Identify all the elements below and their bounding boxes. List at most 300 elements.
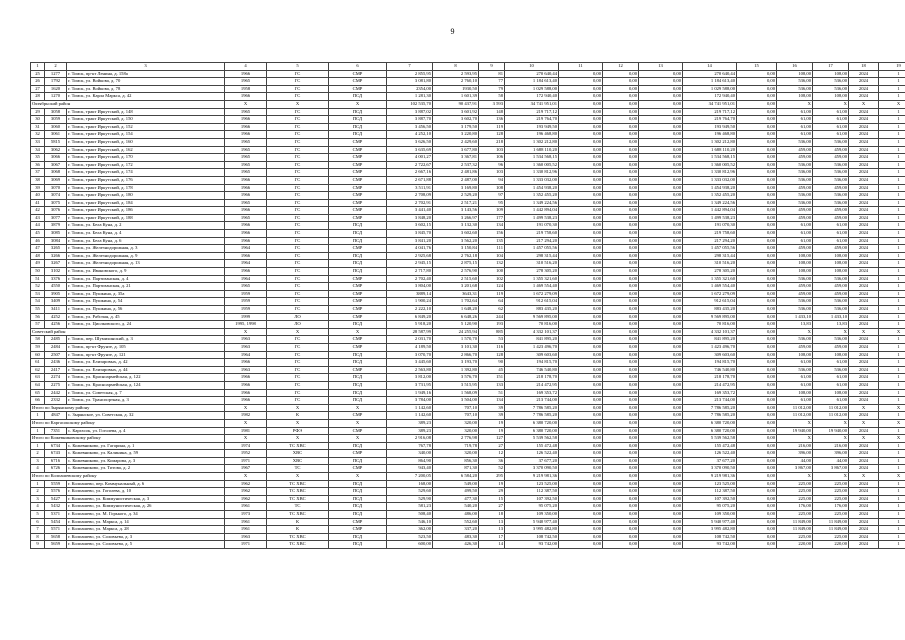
table-cell: 0,00: [737, 207, 777, 215]
table-cell: 0,00: [737, 161, 777, 169]
table-cell: 0,00: [737, 404, 777, 412]
table-cell: 0,00: [603, 169, 639, 177]
table-cell: 58: [479, 93, 505, 101]
table-cell: Х: [267, 328, 329, 336]
table-cell: 0,00: [639, 495, 683, 503]
table-cell: 841 895,20: [505, 336, 559, 344]
table-cell: 1: [879, 541, 905, 549]
table-cell: 2 702,91: [387, 199, 433, 207]
table-cell: 1: [879, 351, 905, 359]
table-cell: 132: [479, 260, 505, 268]
table-cell: ГС: [267, 146, 329, 154]
table-cell: 536,00: [777, 298, 813, 306]
table-cell: 0,00: [737, 283, 777, 291]
table-cell: СМР: [329, 526, 387, 534]
table-cell: 6: [31, 518, 45, 526]
table-cell: 13,83: [813, 321, 849, 329]
table-cell: 536,00: [813, 169, 849, 177]
table-cell: 536,00: [813, 275, 849, 283]
table-cell: 112 387,50: [505, 488, 559, 496]
table-cell: 0,00: [559, 419, 603, 427]
table-cell: 0,00: [559, 290, 603, 298]
table-cell: 0,00: [639, 298, 683, 306]
table-cell: 536,00: [777, 169, 813, 177]
table-cell: ГС: [267, 359, 329, 367]
table-cell: ГС: [267, 207, 329, 215]
table-cell: 0,00: [603, 503, 639, 511]
table-cell: 0,00: [603, 161, 639, 169]
table-cell: 1 433,10: [813, 313, 849, 321]
table-cell: 0,00: [603, 480, 639, 488]
table-cell: 45: [31, 230, 45, 238]
table-cell: 3084: [45, 237, 67, 245]
table-cell: 191 070,30: [683, 222, 737, 230]
table-cell: 47: [31, 245, 45, 253]
table-row: [31, 290, 905, 298]
table-cell: Х: [777, 328, 813, 336]
table-cell: 2024: [849, 397, 879, 405]
table-cell: 0,00: [737, 100, 777, 108]
table-cell: 61,00: [813, 123, 849, 131]
table-cell: 39: [479, 412, 505, 420]
table-cell: 0,00: [737, 78, 777, 86]
table-cell: 0,00: [559, 359, 603, 367]
table-cell: 0,00: [639, 116, 683, 124]
table-cell: Х: [267, 419, 329, 427]
table-cell: 0,00: [603, 275, 639, 283]
table-cell: 0,00: [639, 351, 683, 359]
table-cell: 62: [479, 306, 505, 314]
table-cell: 536,00: [813, 298, 849, 306]
table-cell: 0,00: [639, 176, 683, 184]
table-cell: 4550: [45, 283, 67, 291]
section-subtotal-row: [31, 435, 905, 443]
table-cell: 767,78: [387, 442, 433, 450]
table-cell: 155 472,48: [683, 442, 737, 450]
table-cell: 536,00: [813, 78, 849, 86]
table-cell: 2 875,15: [433, 260, 479, 268]
table-cell: 6 380 720,00: [683, 419, 737, 427]
table-cell: 2332: [45, 397, 67, 405]
table-cell: 0,00: [737, 518, 777, 526]
table-cell: 0,00: [559, 85, 603, 93]
table-cell: г. Томск, тракт Иркутский, д. 176: [67, 176, 225, 184]
table-cell: 108,00: [777, 351, 813, 359]
table-cell: 2024: [849, 359, 879, 367]
table-cell: 309 603,60: [505, 351, 559, 359]
table-cell: 15: [737, 63, 777, 71]
table-cell: 1: [879, 306, 905, 314]
table-cell: СМР: [329, 85, 387, 93]
table-cell: ГС: [267, 298, 329, 306]
table-cell: г. Колпашево, ул. Соловьева, д. 5: [67, 541, 225, 549]
table-row: [31, 146, 905, 154]
table-cell: г. Томск, тракт Иркутский, д. 170: [67, 154, 225, 162]
table-cell: СМР: [329, 298, 387, 306]
table-cell: 0,00: [737, 495, 777, 503]
table-cell: 3 562,20: [433, 237, 479, 245]
table-cell: 0,00: [737, 252, 777, 260]
table-cell: 13,83: [777, 321, 813, 329]
table-cell: 1: [879, 169, 905, 177]
table-cell: 48: [31, 252, 45, 260]
table-cell: 6716: [45, 457, 67, 465]
table-cell: 1: [879, 192, 905, 200]
table-cell: 3 179,50: [433, 123, 479, 131]
table-cell: 19 940,00: [777, 427, 813, 435]
table-cell: 1: [31, 427, 45, 435]
table-cell: 6 648,26: [433, 313, 479, 321]
table-cell: 1966: [225, 374, 267, 382]
table-cell: 0,00: [603, 412, 639, 420]
table-cell: 3 804,00: [387, 283, 433, 291]
table-cell: с. Кожевниково, ул. Титова, д. 2: [67, 465, 225, 473]
table-cell: 1 333 032,00: [505, 176, 559, 184]
table-cell: 1971: [225, 457, 267, 465]
table-cell: 0,00: [603, 389, 639, 397]
table-cell: ТС ХВС: [267, 533, 329, 541]
table-cell: 0,00: [639, 100, 683, 108]
table-row: [31, 207, 905, 215]
table-cell: 389,23: [387, 419, 433, 427]
table-cell: 50: [31, 268, 45, 276]
table-cell: 93 742,00: [505, 541, 559, 549]
table-cell: 0,00: [737, 465, 777, 473]
section-subtotal-row: [31, 328, 905, 336]
table-cell: г. Томск, ул. Железнодорожная, д. 9: [67, 252, 225, 260]
table-cell: 546,10: [387, 518, 433, 526]
table-cell: 148: [479, 108, 505, 116]
table-cell: СМР: [329, 275, 387, 283]
table-cell: 1 302 212,80: [505, 138, 559, 146]
table-cell: 1 469 554,40: [505, 283, 559, 291]
table-cell: 3 370 090,50: [683, 465, 737, 473]
table-cell: 4 001,27: [387, 154, 433, 162]
table-cell: 4847: [45, 412, 67, 420]
table-cell: 6 380 720,00: [505, 427, 559, 435]
table-cell: ПСД: [329, 268, 387, 276]
table-cell: 108 742,50: [505, 533, 559, 541]
table-cell: 36: [31, 161, 45, 169]
table-cell: 2 708,09: [387, 192, 433, 200]
table-cell: ТС ХВС: [267, 541, 329, 549]
table-cell: 3 848,20: [387, 214, 433, 222]
table-cell: СМР: [329, 184, 387, 192]
table-cell: 3 132,30: [433, 222, 479, 230]
table-row: [31, 245, 905, 253]
table-cell: 1971: [225, 541, 267, 549]
table-cell: 0,00: [639, 313, 683, 321]
table-cell: 0,00: [559, 268, 603, 276]
table-cell: 155 472,48: [505, 442, 559, 450]
table-cell: 581,23: [387, 503, 433, 511]
table-cell: 0,00: [639, 199, 683, 207]
table-cell: 0,00: [603, 207, 639, 215]
table-cell: 7: [31, 526, 45, 534]
table-cell: К: [267, 526, 329, 534]
table-cell: 56: [31, 313, 45, 321]
table-cell: ТС ХВС: [267, 495, 329, 503]
table-cell: 2024: [849, 146, 879, 154]
table-cell: 4 252,10: [387, 131, 433, 139]
table-cell: г. Томск, ул. Железнодорожная, д. 13: [67, 260, 225, 268]
table-cell: 536,00: [777, 275, 813, 283]
table-cell: 2024: [849, 268, 879, 276]
table-cell: 1966: [225, 93, 267, 101]
table-cell: 3 266,97: [433, 214, 479, 222]
table-cell: 0,00: [559, 435, 603, 443]
table-cell: 124: [479, 283, 505, 291]
table-cell: 225,00: [777, 488, 813, 496]
table-cell: 61: [31, 359, 45, 367]
table-cell: 6: [329, 63, 387, 71]
table-cell: 3: [31, 495, 45, 503]
table-cell: 0,00: [737, 488, 777, 496]
table-cell: 5658: [45, 533, 67, 541]
table-cell: 33: [31, 138, 45, 146]
table-cell: 5371: [45, 511, 67, 519]
table-cell: СМР: [329, 146, 387, 154]
table-cell: 0,00: [639, 366, 683, 374]
table-cell: 0,00: [737, 435, 777, 443]
table-cell: 0,00: [737, 351, 777, 359]
table-cell: 1974: [225, 442, 267, 450]
table-cell: 0,00: [639, 473, 683, 481]
table-cell: 1964: [225, 245, 267, 253]
table-cell: 108,00: [813, 70, 849, 78]
table-cell: 529,60: [387, 488, 433, 496]
table-cell: г. Томск, тракт Иркутский, д. 186: [67, 207, 225, 215]
table-cell: 1: [879, 313, 905, 321]
table-cell: 0,00: [559, 518, 603, 526]
table-cell: 5454: [45, 518, 67, 526]
table-cell: 7 786 585,20: [505, 412, 559, 420]
table-cell: 2024: [849, 306, 879, 314]
table-cell: 396,00: [813, 450, 849, 458]
table-cell: 59: [31, 343, 45, 351]
table-cell: 0,00: [737, 131, 777, 139]
table-cell: 62: [31, 366, 45, 374]
table-cell: 1930,50: [433, 85, 479, 93]
table-cell: 1792: [45, 78, 67, 86]
table-cell: СМР: [329, 138, 387, 146]
table-cell: 1 184 613,40: [683, 78, 737, 86]
table-row: [31, 495, 905, 503]
table-cell: 1: [879, 389, 905, 397]
table-cell: 0,00: [603, 518, 639, 526]
table-cell: г. Колпашево, ул. Коммунистическая, д. 26: [67, 503, 225, 511]
table-row: [31, 298, 905, 306]
table-cell: 19: [479, 480, 505, 488]
table-cell: 1995, 1998: [225, 321, 267, 329]
table-cell: 3 995 482,80: [505, 526, 559, 534]
table-cell: 1: [879, 78, 905, 86]
table-cell: 25: [31, 70, 45, 78]
table-cell: г. Томск, ул. Рабочая, д. 45: [67, 313, 225, 321]
table-cell: 123 525,00: [505, 480, 559, 488]
table-cell: 11: [559, 63, 603, 71]
table-cell: 1963: [225, 336, 267, 344]
table-cell: 3 515,95: [433, 381, 479, 389]
table-cell: 34: [31, 146, 45, 154]
table-cell: г. Томск, тракт Иркутский, д. 150: [67, 116, 225, 124]
table-cell: 1 601,39: [433, 93, 479, 101]
table-cell: 61,00: [777, 230, 813, 238]
table-cell: г. Томск, тракт Иркутский, д. 148: [67, 108, 225, 116]
table-cell: 0,00: [639, 321, 683, 329]
table-cell: СМР: [329, 412, 387, 420]
table-cell: 3 070,70: [387, 351, 433, 359]
table-cell: 2024: [849, 275, 879, 283]
table-cell: 1 949,16: [387, 389, 433, 397]
table-cell: 3 441,40: [387, 207, 433, 215]
table-cell: 0,00: [559, 275, 603, 283]
table-cell: 31: [31, 123, 45, 131]
table-cell: 191 070,30: [505, 222, 559, 230]
table-cell: 52: [31, 283, 45, 291]
table-cell: 2024: [849, 427, 879, 435]
table-cell: Советский район: [31, 328, 225, 336]
table-cell: 389,23: [387, 427, 433, 435]
table-cell: 0,00: [559, 366, 603, 374]
table-cell: 61,00: [777, 237, 813, 245]
table-cell: ПСД: [329, 442, 387, 450]
table-cell: 1 499 538,23: [505, 214, 559, 222]
table-cell: Х: [329, 435, 387, 443]
table-cell: 40: [31, 192, 45, 200]
table-cell: 1958: [225, 85, 267, 93]
table-cell: 136: [479, 116, 505, 124]
table-cell: 0,00: [639, 389, 683, 397]
table-cell: 1: [879, 260, 905, 268]
table-cell: г. Томск, ул. Железнодорожная, д. 3: [67, 245, 225, 253]
table-cell: 5571: [45, 526, 67, 534]
table-cell: 8: [433, 63, 479, 71]
table-cell: 459,00: [813, 146, 849, 154]
table-cell: 214 472,95: [683, 381, 737, 389]
table-cell: 127: [479, 435, 505, 443]
table-cell: 1 457 055,56: [683, 245, 737, 253]
table-cell: 459,00: [777, 184, 813, 192]
table-cell: 1966: [225, 207, 267, 215]
table-cell: 9 219 981,36: [505, 473, 559, 481]
table-cell: 856,30: [433, 457, 479, 465]
table-cell: Х: [225, 419, 267, 427]
table-cell: 51: [31, 275, 45, 283]
table-cell: 35: [31, 154, 45, 162]
table-cell: 11 012,00: [813, 404, 849, 412]
table-cell: 6734: [45, 442, 67, 450]
table-cell: 0,00: [603, 290, 639, 298]
table-cell: 0,00: [737, 154, 777, 162]
table-cell: 2024: [849, 343, 879, 351]
table-cell: 2 593,95: [433, 70, 479, 78]
table-cell: СМР: [329, 290, 387, 298]
table-cell: 295: [479, 473, 505, 481]
table-cell: 61,00: [813, 108, 849, 116]
table-cell: г. Колпашево, пер. Коммунальный, д. 6: [67, 480, 225, 488]
table-cell: 2024: [849, 116, 879, 124]
table-cell: 0,00: [639, 480, 683, 488]
table-row: [31, 465, 905, 473]
table-cell: 1965: [225, 199, 267, 207]
table-cell: 1 648,20: [433, 306, 479, 314]
table-cell: ПСД: [329, 230, 387, 238]
table-cell: 2 515,60: [433, 275, 479, 283]
table-cell: 172 940,40: [683, 93, 737, 101]
table-cell: 3 635,69: [387, 146, 433, 154]
table-cell: 61,00: [813, 237, 849, 245]
table-cell: 3 887,02: [387, 108, 433, 116]
table-cell: 0,00: [737, 108, 777, 116]
table-cell: 8: [31, 533, 45, 541]
table-header-row: [31, 63, 905, 71]
table-cell: 77: [479, 78, 505, 86]
table-row: [31, 108, 905, 116]
table-cell: 707,10: [433, 412, 479, 420]
table-cell: 225,00: [777, 533, 813, 541]
table-cell: 128: [479, 131, 505, 139]
table-cell: 337,20: [433, 526, 479, 534]
table-cell: 119: [479, 123, 505, 131]
table-cell: ГС: [267, 397, 329, 405]
table-cell: 0,00: [737, 214, 777, 222]
table-row: [31, 131, 905, 139]
table-cell: 0,00: [737, 526, 777, 534]
table-cell: 1: [879, 526, 905, 534]
table-cell: 707,10: [433, 404, 479, 412]
table-cell: 0,00: [639, 207, 683, 215]
table-cell: 108,00: [777, 268, 813, 276]
table-cell: 1 688 110,20: [683, 146, 737, 154]
table-cell: СМР: [329, 169, 387, 177]
table-row: [31, 85, 905, 93]
table-cell: 1: [879, 518, 905, 526]
table-cell: 2024: [849, 503, 879, 511]
table-cell: 108: [479, 184, 505, 192]
table-cell: 4 332 101,37: [683, 328, 737, 336]
table-cell: ПСД: [329, 397, 387, 405]
table-cell: 841 895,20: [683, 336, 737, 344]
table-cell: 0,00: [639, 260, 683, 268]
table-row: [31, 427, 905, 435]
table-cell: 18: [479, 511, 505, 519]
table-cell: 1 281,30: [387, 93, 433, 101]
table-cell: 1: [879, 154, 905, 162]
table-cell: 1: [879, 412, 905, 420]
table-cell: 0,00: [603, 381, 639, 389]
table-cell: 1 355 321,60: [683, 275, 737, 283]
table-cell: 3 995 482,80: [683, 526, 737, 534]
table-cell: 536,00: [777, 176, 813, 184]
table-cell: 540,20: [433, 503, 479, 511]
table-cell: 1 688 110,20: [505, 146, 559, 154]
table-cell: 0,00: [603, 222, 639, 230]
table-cell: 2024: [849, 457, 879, 465]
table-cell: 6743: [45, 450, 67, 458]
table-cell: 0,00: [559, 343, 603, 351]
table-cell: 0,00: [559, 146, 603, 154]
table-cell: 3 887,70: [387, 116, 433, 124]
table-cell: 1959: [225, 290, 267, 298]
table-cell: 1: [879, 123, 905, 131]
table-cell: ГС: [267, 108, 329, 116]
table-cell: 11 849,00: [813, 526, 849, 534]
table-row: [31, 450, 905, 458]
table-cell: 1966: [225, 184, 267, 192]
table-cell: 5: [31, 511, 45, 519]
table-cell: ТС: [267, 465, 329, 473]
